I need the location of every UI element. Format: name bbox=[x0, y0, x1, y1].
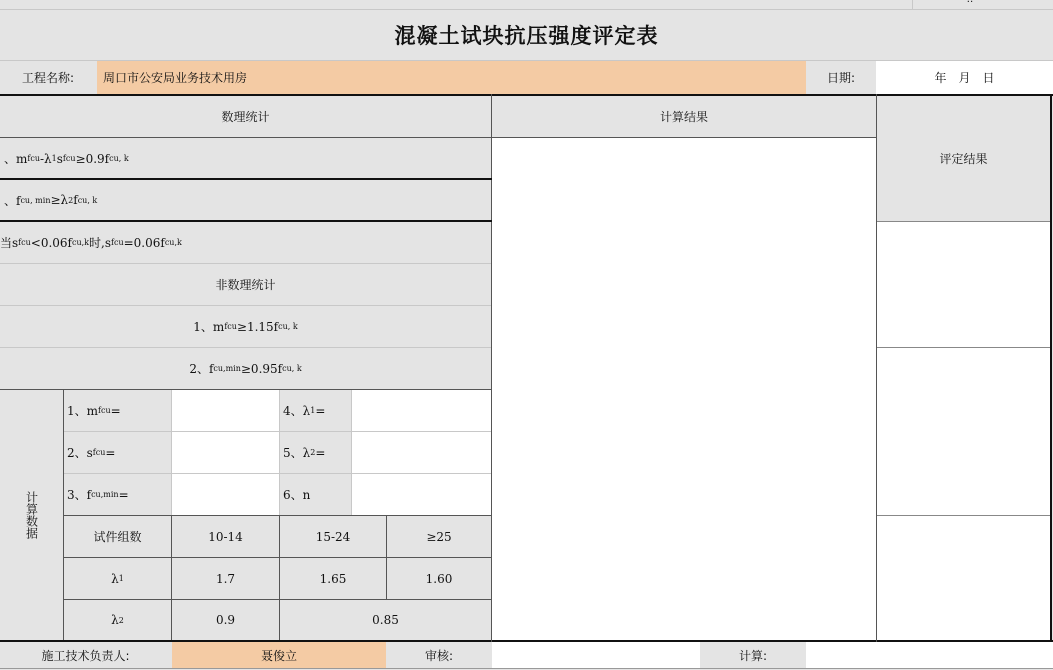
calc-label-fcumin: 3、f cu,min = bbox=[67, 487, 129, 502]
input-sfcu[interactable] bbox=[172, 432, 279, 473]
calc-label-lambda2: 5、λ 2 = bbox=[283, 445, 326, 460]
stat-formula-2: 、f cu, min ≥λ 2 f cu, k bbox=[4, 193, 98, 208]
eval-result-cell-2[interactable] bbox=[877, 348, 1050, 515]
lambda2-label: λ 2 bbox=[111, 613, 124, 627]
eval-result-cell-3[interactable] bbox=[877, 516, 1050, 640]
lambda2-value-2: 0.85 bbox=[372, 613, 399, 627]
calc-label-mfcu: 1、m fcu = bbox=[67, 403, 121, 418]
eval-result-header: 评定结果 bbox=[939, 152, 988, 166]
input-fcumin[interactable] bbox=[172, 474, 279, 515]
lambda1-value-1: 1.7 bbox=[215, 571, 236, 586]
calc-label-lambda1: 4、λ 1 = bbox=[283, 403, 326, 418]
input-lambda2[interactable] bbox=[352, 432, 491, 473]
calc-field[interactable] bbox=[806, 642, 1053, 668]
eval-result-cell-1[interactable] bbox=[877, 222, 1050, 347]
stat-header: 数理统计 bbox=[221, 110, 270, 124]
group-10-14: 10-14 bbox=[208, 529, 243, 544]
lambda2-value-1: 0.9 bbox=[215, 613, 236, 627]
group-25-plus: ≥25 bbox=[426, 529, 452, 544]
lambda1-label: λ 1 bbox=[111, 571, 124, 586]
input-lambda1[interactable] bbox=[352, 390, 491, 431]
calc-label-n: 6、n bbox=[283, 488, 311, 502]
project-label: 工程名称: bbox=[21, 71, 75, 85]
input-mfcu[interactable] bbox=[172, 390, 279, 431]
lambda1-value-3: 1.60 bbox=[425, 571, 453, 586]
review-label: 审核: bbox=[424, 648, 454, 663]
date-label: 日期: bbox=[826, 71, 856, 85]
stat-formula-1: 、m fcu -λ 1 s fcu ≥0.9f cu, k bbox=[4, 151, 129, 166]
calc-data-label: 计算数据 bbox=[24, 491, 39, 539]
page-title: 混凝土试块抗压强度评定表 bbox=[394, 24, 659, 48]
top-partial-text bbox=[955, 0, 985, 4]
tech-lead-name[interactable]: 聂俊立 bbox=[172, 642, 386, 668]
group-count-label: 试件组数 bbox=[93, 530, 142, 544]
nonstat-formula-2: 2、f cu,min ≥0.95f cu, k bbox=[189, 361, 302, 376]
lambda1-value-2: 1.65 bbox=[319, 571, 347, 586]
project-name-field[interactable]: 周口市公安局业务技术用房 bbox=[97, 61, 806, 94]
review-field[interactable] bbox=[492, 642, 700, 668]
nonstat-formula-1: 1、m fcu ≥1.15f cu, k bbox=[193, 319, 298, 334]
calc-result-area[interactable] bbox=[492, 138, 876, 640]
nonstat-header: 非数理统计 bbox=[215, 278, 276, 292]
calc-result-header: 计算结果 bbox=[659, 110, 708, 124]
calc-label-sfcu: 2、s fcu = bbox=[67, 445, 116, 460]
tech-lead-label: 施工技术负责人: bbox=[41, 648, 130, 663]
input-n[interactable] bbox=[352, 474, 491, 515]
group-15-24: 15-24 bbox=[315, 529, 351, 544]
date-field[interactable]: 年 月 日 bbox=[876, 61, 1053, 94]
calc-label: 计算: bbox=[738, 648, 768, 663]
stat-formula-3: 当s fcu <0.06f cu,k 时,s fcu =0.06f cu,k bbox=[0, 235, 182, 250]
